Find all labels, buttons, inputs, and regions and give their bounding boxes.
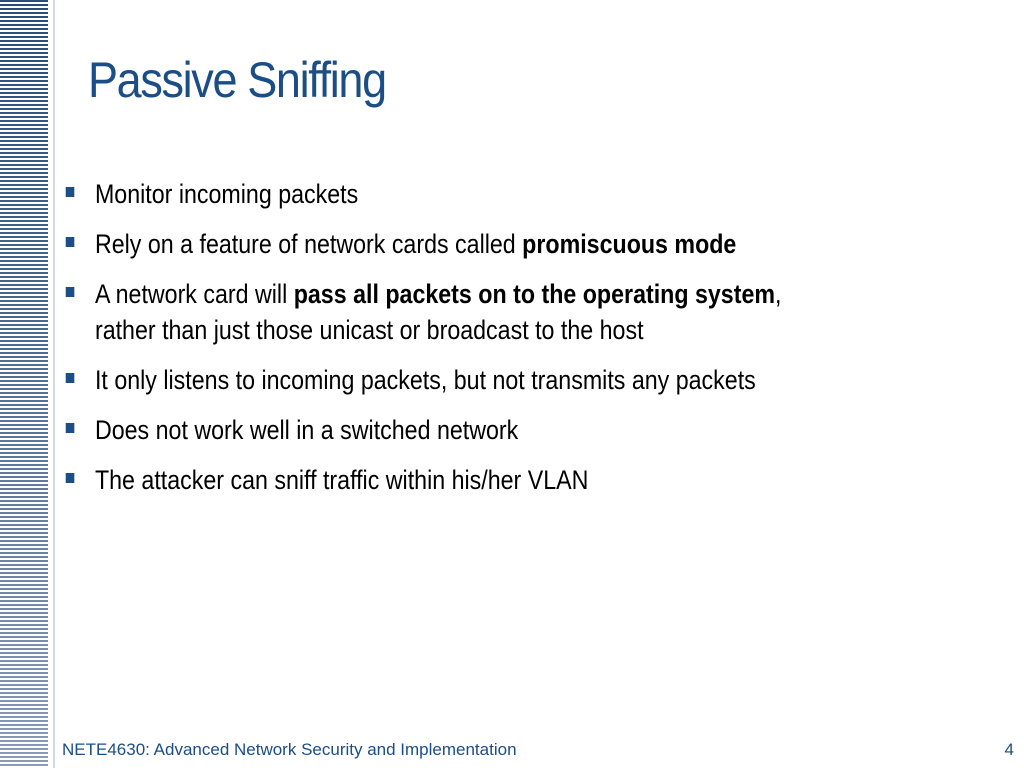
bullet-text: Rely on a feature of network cards called	[94, 229, 523, 259]
footer-course-title: NETE4630: Advanced Network Security and Implementation	[62, 740, 517, 759]
bullet-item	[64, 226, 838, 262]
square-bullet-icon	[66, 237, 75, 247]
bullet-text: ,	[775, 279, 782, 309]
square-bullet-icon	[66, 187, 75, 197]
square-bullet-icon	[66, 287, 75, 297]
bullet-text: It only listens to incoming packets, but not transmits any packets	[94, 365, 756, 395]
bullet-item	[64, 362, 838, 398]
bullet-text: The attacker can sniff traffic within his/her VLAN	[94, 465, 589, 495]
side-stripes-fade	[0, 0, 48, 768]
bullet-item	[64, 276, 838, 348]
footer-page-number: 4	[1004, 740, 1014, 759]
bullet-text: Monitor incoming packets	[94, 179, 359, 209]
bullet-text-bold: promiscuous mode	[522, 229, 737, 259]
bullet-text-continuation: rather than just those unicast or broadcast to the host	[94, 315, 644, 345]
bullet-item	[64, 462, 838, 498]
bullet-text-bold: pass all packets on to the operating system	[293, 279, 776, 309]
side-divider-line	[53, 0, 55, 768]
slide-title: Passive Sniffing	[88, 52, 386, 108]
bullet-text: Does not work well in a switched network	[94, 415, 519, 445]
bullet-list	[64, 176, 964, 512]
bullet-item	[64, 412, 838, 448]
bullet-text: A network card will	[94, 279, 294, 309]
square-bullet-icon	[66, 373, 75, 383]
square-bullet-icon	[66, 473, 75, 483]
square-bullet-icon	[66, 423, 75, 433]
bullet-item	[64, 176, 838, 212]
